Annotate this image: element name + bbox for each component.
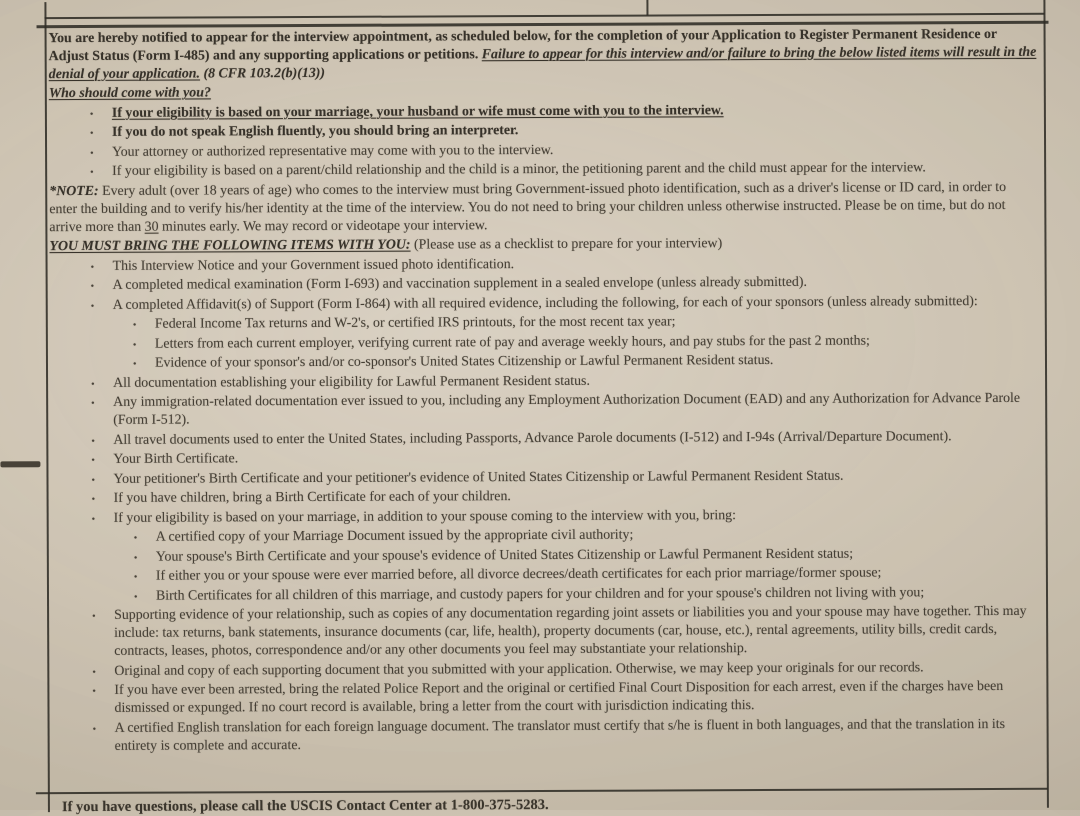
bullet-marker: •: [91, 378, 95, 390]
bullet-marker: •: [92, 610, 96, 622]
bullet-item: [52, 715, 1040, 755]
bullet-marker: •: [132, 319, 137, 331]
bullet-marker: •: [92, 685, 96, 697]
notice-paragraph: [49, 178, 1037, 236]
text-segment: Your Birth Certificate.: [113, 451, 239, 467]
sub-bullet-item: [51, 583, 1039, 605]
text-segment: If your eligibility is based on a parent/child relationship and the child is a minor, the petitioning parent and the child must appear for the interview.: [112, 160, 926, 179]
footer-help-line: If you have questions, please call the USCIS Contact Center at 1-800-375-5283.: [61, 796, 549, 816]
text-segment: All documentation establishing your eligibility for Lawful Permanent Resident status.: [113, 373, 590, 391]
sub-bullet-item: [50, 331, 1038, 353]
text-segment: minutes early. We may record or videotape your interview.: [158, 217, 488, 235]
bullet-item: [49, 159, 1037, 181]
sub-bullet-item: [50, 312, 1038, 334]
notice-paragraph: [49, 234, 1037, 256]
bullet-marker: •: [92, 723, 97, 735]
table-column-divider: [646, 0, 648, 16]
text-segment: A completed Affidavit(s) of Support (Form I-864) with all required evidence, including the following, for each of your sponsors (unless already submitted):: [112, 293, 978, 313]
bullet-marker: •: [92, 666, 96, 678]
text-segment: (8 CFR 103.2(b)(13)): [199, 65, 326, 81]
text-segment: *NOTE:: [49, 183, 99, 199]
bullet-item: [50, 273, 1038, 295]
text-segment: Birth Certificates for all children of this marriage, and custody papers for your children and for your spouse's children not living with you;: [155, 584, 925, 604]
sub-bullet-item: [51, 564, 1039, 586]
bullet-marker: •: [90, 166, 94, 178]
text-segment: If your eligibility is based on your marriage, your husband or wife must come with you to the interview.: [111, 102, 724, 121]
bullet-item: [50, 447, 1038, 469]
text-segment: Failure to appear for this interview and/or failure to bring the below listed items will result in the denial of your application.: [48, 44, 1037, 82]
text-segment: Your spouse's Birth Certificate and your spouse's evidence of United States Citizenship or Lawful Permanent Resident status;: [155, 546, 854, 565]
text-segment: Original and copy of each supporting document that you submitted with your application. Otherwise, we may keep your originals for our records.: [114, 659, 924, 679]
bullet-marker: •: [91, 397, 95, 409]
sub-bullet-item: [51, 525, 1039, 547]
sub-bullet-item: [50, 351, 1038, 373]
bullet-marker: •: [89, 108, 94, 120]
bullet-marker: •: [91, 435, 95, 447]
notice-paragraph: [49, 81, 1037, 103]
text-segment: 30: [144, 219, 159, 235]
hole-punch-mark: [0, 461, 40, 467]
bullet-marker: •: [132, 358, 137, 370]
bullet-marker: •: [91, 474, 96, 486]
bullet-marker: •: [90, 300, 95, 312]
bullet-marker: •: [133, 552, 138, 564]
text-segment: Every adult (over 18 years of age) who comes to the interview must bring Government-issued photo identification, such as a driver's license or ID card, in order to enter the building and to verify his/her identity at the time of the interview. You do not need to bring your children unless otherwise instructed. Please be on time, but do not arrive more than: [49, 179, 1007, 235]
text-segment: YOU MUST BRING THE FOLLOWING ITEMS WITH YOU:: [49, 237, 411, 255]
bullet-marker: •: [91, 493, 96, 505]
text-segment: If you have children, bring a Birth Certificate for each of your children.: [113, 489, 511, 506]
text-segment: A certified copy of your Marriage Document issued by the appropriate civil authority;: [155, 527, 634, 545]
bullet-marker: •: [91, 513, 96, 525]
bullet-item: [51, 603, 1039, 661]
bullet-item: [49, 139, 1037, 161]
bullet-marker: •: [133, 532, 138, 544]
text-segment: If you do not speak English fluently, you should bring an interpreter.: [111, 123, 519, 140]
bullet-marker: •: [90, 147, 94, 159]
bullet-item: [51, 486, 1039, 508]
text-segment: A completed medical examination (Form I-693) and vaccination supplement in a sealed envelope (unless already submitted).: [112, 274, 808, 293]
notice-paragraph: [49, 25, 1037, 83]
text-segment: If either you or your spouse were ever married before, all divorce decrees/death certificates for each prior marriage/former spouse;: [155, 565, 882, 584]
notice-box-bottom-border: [36, 788, 1048, 794]
bullet-item: [51, 658, 1039, 680]
bullet-item: [49, 100, 1037, 122]
text-segment: A certified English translation for each foreign language document. The translator must certify that s/he is fluent in both languages, and that the translation in its entirety is complete and accurate.: [114, 716, 1006, 754]
bullet-marker: •: [91, 454, 95, 466]
bullet-item: [50, 390, 1038, 430]
bullet-item: [50, 466, 1038, 488]
notice-body: [49, 24, 1040, 756]
text-segment: Evidence of your sponsor's and/or co-sponsor's United States Citizenship or Lawful Permanent Resident status.: [154, 352, 774, 371]
text-segment: All travel documents used to enter the United States, including Passports, Advance Parole documents (I-512) and I-94s (Arrival/Departure Document).: [113, 428, 952, 448]
bullet-item: [50, 427, 1038, 449]
bullet-marker: •: [90, 261, 95, 273]
bullet-item: [50, 370, 1038, 392]
text-segment: Supporting evidence of your relationship, such as copies of any documentation regarding joint assets or liabilities you and your spouse may have together. This may include: tax returns, bank statements, insurance documents (car, life, health), property documents (car, house, etc.), rental agreements, utility bills, credit cards, contracts, leases, photos, correspondence and/or any other documents you feel may substantiate your relationship.: [114, 603, 1027, 659]
bullet-item: [49, 120, 1037, 142]
bullet-item: [51, 678, 1039, 718]
page-right-border: [1043, 0, 1049, 808]
text-segment: You are hereby notified to appear for the interview appointment, as scheduled below, for the completion of your Application to Register Permanent Residence or Adjust Status (Form I-485) and any supporting applications or petitions.: [48, 26, 997, 64]
bullet-marker: •: [90, 280, 95, 292]
text-segment: Federal Income Tax returns and W-2's, or certified IRS printouts, for the most recent tax year;: [154, 314, 676, 332]
text-segment: This Interview Notice and your Government issued photo identification.: [112, 256, 515, 274]
table-row-bottom-border: [44, 13, 1044, 19]
bullet-marker: •: [132, 339, 137, 351]
bullet-marker: •: [89, 127, 94, 139]
text-segment: (Please use as a checklist to prepare for your interview): [410, 236, 723, 253]
bullet-marker: •: [133, 591, 138, 603]
text-segment: If your eligibility is based on your marriage, in addition to your spouse coming to the interview with you, bring:: [113, 507, 736, 526]
text-segment: Who should come with you?: [48, 85, 211, 102]
bullet-item: [51, 505, 1039, 527]
bullet-item: [50, 253, 1038, 275]
text-segment: Any immigration-related documentation ever issued to you, including any Employment Authorization Document (EAD) and any Authorization for Advance Parole (Form I-512).: [113, 390, 1021, 428]
sub-bullet-item: [51, 544, 1039, 566]
text-segment: Your attorney or authorized representative may come with you to the interview.: [112, 142, 554, 160]
text-segment: If you have ever been arrested, bring the related Police Report and the original or certified Final Court Disposition for each arrest, even if the charges have been dismissed or expunged. If no court record is available, bring a letter from the court with jurisdiction indicating this.: [114, 678, 1004, 716]
text-segment: Letters from each current employer, verifying current rate of pay and average weekly hours, and pay stubs for the past 2 months;: [154, 333, 870, 352]
bullet-marker: •: [133, 571, 138, 583]
text-segment: Your petitioner's Birth Certificate and your petitioner's evidence of United States Citizenship or Lawful Permanent Resident Status.: [113, 468, 844, 487]
bullet-item: [50, 292, 1038, 314]
